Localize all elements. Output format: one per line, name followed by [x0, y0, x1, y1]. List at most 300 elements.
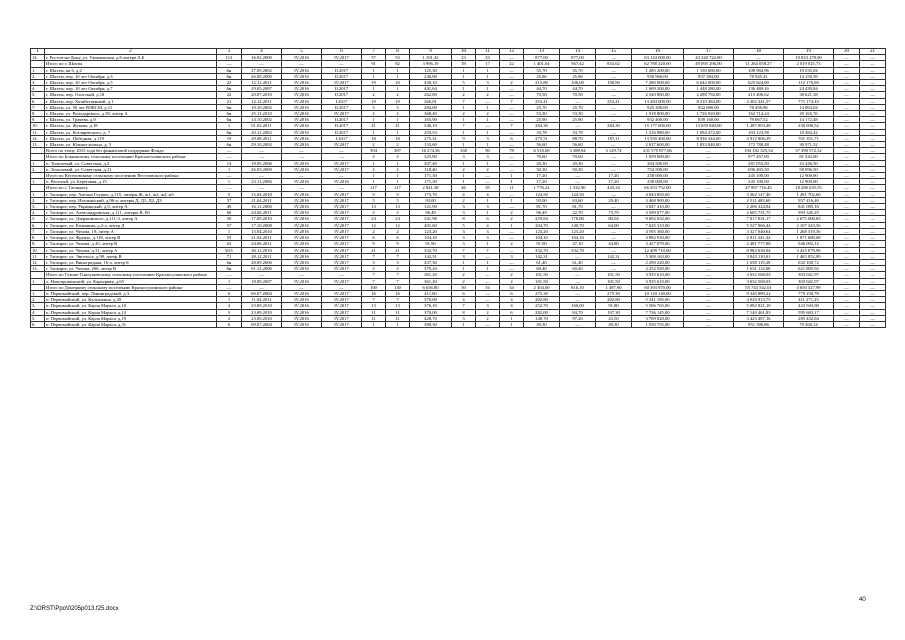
table-cell: — — [860, 204, 886, 210]
column-number: 17 — [684, 49, 734, 55]
table-cell: II.2017 — [322, 104, 362, 110]
table-cell: — — [860, 104, 886, 110]
table-cell: — — [684, 266, 734, 272]
table-cell: — — [684, 210, 734, 216]
table-cell: 1 094 472,00 — [684, 129, 734, 135]
table-cell: IV.2017 — [322, 321, 362, 327]
address-cell: г. Шахты, ул. Котляревского, д. 7 — [45, 129, 217, 135]
table-cell: 3 — [452, 228, 476, 234]
table-cell: — — [834, 179, 860, 185]
table-cell: IV.2016 — [282, 111, 322, 117]
table-cell: 4 — [476, 222, 500, 228]
table-cell: — — [596, 111, 632, 117]
address-cell: г. Шахты, кв 6, д.2 — [45, 67, 217, 73]
table-cell: — — [860, 278, 886, 284]
table-cell: — — [476, 272, 500, 278]
table-cell: 1 — [362, 160, 386, 166]
table-cell: 204,70 — [524, 222, 560, 228]
table-cell: 19 — [386, 98, 410, 104]
address-cell: г. Таганрог, ул. Чехова, д.31, литер А — [45, 247, 217, 253]
table-cell: IV.2017 — [322, 309, 362, 315]
table-cell: — — [596, 235, 632, 241]
table-cell: 2 — [452, 197, 476, 203]
table-cell: 2 290 220,00 — [632, 259, 684, 265]
table-cell: 9 — [386, 241, 410, 247]
table-cell: 1 776,24 — [524, 185, 560, 191]
table-cell: 22 — [217, 92, 242, 98]
table-cell: 2 — [362, 228, 386, 234]
table-cell: 7 — [386, 272, 410, 278]
table-cell: — — [476, 297, 500, 303]
table-cell: 13 — [386, 204, 410, 210]
table-cell: 27.09.2002 — [242, 67, 282, 73]
table-cell: IV.2017 — [322, 235, 362, 241]
table-cell: 1 631 114,08 — [734, 266, 784, 272]
table-cell: 3 — [500, 253, 524, 259]
table-cell: 632 100,72 — [784, 259, 834, 265]
table-cell: 3 468 900,00 — [632, 197, 684, 203]
table-cell: 97,20 — [560, 315, 596, 321]
address-cell: п. Первомайский, ул. Калушкина, д.20 — [45, 297, 217, 303]
table-cell: 17,20 — [524, 179, 560, 185]
table-cell: 60,40 — [524, 266, 560, 272]
table-cell: 1 — [362, 173, 386, 179]
table-cell: 23 446,50 — [784, 160, 834, 166]
column-number: 11 — [476, 49, 500, 55]
table-cell: IV.2017 — [322, 111, 362, 117]
table-cell: 101,50 — [596, 272, 632, 278]
table-cell: 2 037 600,00 — [632, 142, 684, 148]
table-cell: 12.12.2011 — [242, 80, 282, 86]
table-cell: — — [560, 173, 596, 179]
table-cell: 1 268 319,36 — [784, 228, 834, 234]
table-cell: 22 — [217, 80, 242, 86]
table-cell: 4 643 850,00 — [632, 191, 684, 197]
table-cell: 91 — [362, 61, 386, 67]
table-cell: 19 — [362, 80, 386, 86]
table-cell: 1 — [362, 73, 386, 79]
table-cell: IV.2017 — [322, 160, 362, 166]
table-cell: 1 — [362, 67, 386, 73]
table-cell: — — [860, 253, 886, 259]
table-cell: — — [834, 67, 860, 73]
table-cell: 09.07.2004 — [242, 321, 282, 327]
table-cell: 125,30 — [410, 67, 452, 73]
table-cell: IV.2016 — [282, 135, 322, 141]
table-cell: IV.2016 — [282, 179, 322, 185]
table-cell: IV.2016 — [282, 86, 322, 92]
table-cell: 33,78 — [560, 129, 596, 135]
table-cell: 2 — [386, 142, 410, 148]
table-cell: — — [684, 315, 734, 321]
table-cell: 3 — [362, 154, 386, 160]
table-cell: 3. — [31, 204, 45, 210]
table-cell: 3 599 077,00 — [632, 210, 684, 216]
table-cell: 284,30 — [524, 123, 560, 129]
table-cell: — — [500, 235, 524, 241]
table-cell: 833,62 — [596, 61, 632, 67]
table-cell: 1 — [452, 104, 476, 110]
table-cell: 2. — [31, 73, 45, 79]
table-cell: 2 841,38 — [410, 185, 452, 191]
table-cell: 70,58 — [524, 92, 560, 98]
table-cell: 17,20 — [524, 173, 560, 179]
table-cell: — — [596, 104, 632, 110]
table-cell: — — [860, 247, 886, 253]
table-cell: 3 — [452, 315, 476, 321]
table-cell: 123,20 — [524, 228, 560, 234]
table-cell: — — [560, 179, 596, 185]
column-number: 3 — [217, 49, 242, 55]
table-cell: 19 823 278,00 — [784, 55, 834, 61]
table-cell: 252,70 — [524, 303, 560, 309]
table-cell: 696 403,50 — [734, 166, 784, 172]
table-cell: — — [834, 92, 860, 98]
table-cell: 10. — [31, 123, 45, 129]
table-cell: IV.2016 — [282, 266, 322, 272]
table-cell: 8. — [31, 111, 45, 117]
table-cell: 37 390 572,32 — [784, 148, 834, 154]
table-cell: — — [834, 303, 860, 309]
table-cell: — — [834, 290, 860, 296]
table-cell: — — [834, 241, 860, 247]
table-cell: — — [684, 321, 734, 327]
table-cell: 1 — [476, 142, 500, 148]
table-cell: 5. — [31, 216, 45, 222]
column-number: 9 — [410, 49, 452, 55]
table-cell: 171,30 — [410, 173, 452, 179]
table-cell: IV.2016 — [282, 117, 322, 123]
table-cell: 11.04.2011 — [242, 297, 282, 303]
table-cell: 60 — [217, 210, 242, 216]
table-cell: — — [834, 86, 860, 92]
table-cell: 2. — [31, 197, 45, 203]
table-cell: 49 095 296,00 — [684, 61, 734, 67]
table-cell: 3 423 487,16 — [734, 315, 784, 321]
table-cell: 14.10.2002 — [242, 117, 282, 123]
table-cell: 3 882 930,00 — [632, 235, 684, 241]
table-cell: 275,51 — [524, 135, 560, 141]
table-cell: — — [684, 154, 734, 160]
table-cell: 1. — [31, 191, 45, 197]
table-cell: — — [217, 148, 242, 154]
table-cell: 3 — [476, 303, 500, 309]
table-cell: 2 — [500, 278, 524, 284]
table-cell: — — [860, 241, 886, 247]
address-cell: г. Таганрог, ул. Калинина, д.2-а, литер Д — [45, 222, 217, 228]
table-cell: 17,20 — [596, 173, 632, 179]
table-cell: 06.07.2004 — [242, 290, 282, 296]
table-cell: 430,10 — [410, 80, 452, 86]
column-number: 4 — [242, 49, 282, 55]
table-cell: 11 — [362, 315, 386, 321]
table-cell: 1 — [452, 160, 476, 166]
table-cell: 6н — [217, 86, 242, 92]
table-cell: — — [834, 55, 860, 61]
table-cell: 3 — [362, 266, 386, 272]
table-cell: 3 — [386, 259, 410, 265]
table-cell: 1 487,90 — [596, 284, 632, 290]
table-cell: — — [834, 61, 860, 67]
table-cell: 70,58 — [560, 92, 596, 98]
table-cell: 25,70 — [560, 104, 596, 110]
address-cell: г. Таганрог, ул. Александровская, д.111, литеры В, В1 — [45, 210, 217, 216]
table-cell: II.2017 — [322, 73, 362, 79]
table-cell: — — [834, 123, 860, 129]
table-cell: 3 362 147,40 — [734, 191, 784, 197]
table-cell: 341,98 — [410, 216, 452, 222]
table-cell: — — [860, 290, 886, 296]
table-cell: IV.2016 — [322, 179, 362, 185]
table-cell: 2 — [452, 92, 476, 98]
table-cell: 1 — [386, 173, 410, 179]
table-cell: 9 340 889,22 — [734, 290, 784, 296]
table-cell: 78 456,96 — [734, 104, 784, 110]
table-cell: — — [834, 321, 860, 327]
table-cell: 1 150 680,00 — [684, 67, 734, 73]
table-cell: 370,00 — [410, 309, 452, 315]
table-cell: 7 736 145,00 — [632, 309, 684, 315]
table-cell: 7 — [362, 278, 386, 284]
table-cell: 60 393 870,00 — [632, 284, 684, 290]
table-cell: 2 — [476, 111, 500, 117]
table-cell: — — [834, 154, 860, 160]
table-cell: 1 — [476, 104, 500, 110]
table-cell: 332,70 — [560, 247, 596, 253]
table-cell: 7 — [452, 247, 476, 253]
table-cell: — — [860, 210, 886, 216]
table-cell: 50,30 — [560, 166, 596, 172]
table-cell: IV.2016 — [282, 80, 322, 86]
table-cell: 140,70 — [560, 222, 596, 228]
table-cell: — — [860, 303, 886, 309]
table-cell: 8 — [452, 216, 476, 222]
table-cell: 14 063,04 — [784, 104, 834, 110]
table-cell: 4. — [31, 86, 45, 92]
table-cell: 3 996,19 — [410, 61, 452, 67]
table-cell: 11 — [500, 185, 524, 191]
table-cell: 24 — [386, 216, 410, 222]
table-cell: 832 680,00 — [684, 104, 734, 110]
table-cell: — — [684, 204, 734, 210]
table-cell: IV.2017 — [322, 216, 362, 222]
table-cell: 63 144 000,00 — [632, 55, 684, 61]
table-cell: 1 — [217, 166, 242, 172]
table-cell: IV.2016 — [282, 197, 322, 203]
table-cell: 6 — [476, 216, 500, 222]
table-cell: — — [860, 98, 886, 104]
table-cell: — — [596, 160, 632, 166]
table-cell: — — [860, 129, 886, 135]
table-cell: 168 — [452, 148, 476, 154]
table-cell: 2 — [362, 92, 386, 98]
table-cell: — — [560, 98, 596, 104]
table-cell: 3. — [31, 80, 45, 86]
table-cell: 3 — [362, 259, 386, 265]
table-cell: — — [560, 297, 596, 303]
table-cell: 28.09.2006 — [242, 259, 282, 265]
table-cell: 4 595 360,00 — [632, 228, 684, 234]
table-cell: 284,30 — [596, 123, 632, 129]
table-cell: 2 481 777,88 — [734, 241, 784, 247]
table-cell: 332,70 — [524, 247, 560, 253]
table-cell: — — [596, 166, 632, 172]
table-cell: 101,50 — [524, 278, 560, 284]
table-cell: 30.11.2010 — [242, 247, 282, 253]
table-cell: 14. — [31, 55, 45, 61]
table-cell: 2 — [452, 166, 476, 172]
address-cell: п. Тополевый, ул. Советская, д.2 — [45, 160, 217, 166]
table-cell: 47 967 716,45 — [734, 185, 784, 191]
table-cell: — — [684, 228, 734, 234]
table-cell: — — [684, 284, 734, 290]
table-cell: 1 — [476, 129, 500, 135]
table-cell: 7 — [476, 247, 500, 253]
table-cell: 9 692 032,00 — [632, 216, 684, 222]
table-cell: 1. — [31, 290, 45, 296]
table-cell: 96,49 — [410, 210, 452, 216]
table-cell: 58 096,50 — [784, 166, 834, 172]
table-cell: 8 936 344,00 — [684, 135, 734, 141]
address-cell: г. Шахты, ул. Победная, д.119 — [45, 135, 217, 141]
table-cell: — — [217, 272, 242, 278]
table-cell: 443,34 — [596, 185, 632, 191]
table-cell: — — [322, 148, 362, 154]
table-cell: 2 — [362, 142, 386, 148]
table-cell: IV.2017 — [322, 55, 362, 61]
table-cell: 1 — [386, 160, 410, 166]
table-cell: 35,70 — [524, 67, 560, 73]
table-cell: 61,40 — [560, 259, 596, 265]
table-cell: 2 — [500, 241, 524, 247]
table-cell: — — [282, 272, 322, 278]
table-cell: 14 — [217, 160, 242, 166]
table-cell: — — [560, 321, 596, 327]
table-cell: 56,60 — [560, 142, 596, 148]
table-cell: 2 — [500, 216, 524, 222]
table-cell: — — [500, 259, 524, 265]
table-cell: 33,78 — [524, 129, 560, 135]
table-cell: 595 683,17 — [784, 309, 834, 315]
table-cell: 379,20 — [410, 266, 452, 272]
table-cell: 187,11 — [596, 135, 632, 141]
table-cell: 1 — [476, 210, 500, 216]
table-cell: 6н — [217, 104, 242, 110]
table-cell: 73,79 — [596, 210, 632, 216]
table-cell: 1 — [500, 321, 524, 327]
table-cell: IV.2017 — [322, 247, 362, 253]
table-cell: 303 041,97 — [784, 272, 834, 278]
table-cell: 6 — [362, 235, 386, 241]
table-cell: — — [322, 154, 362, 160]
table-cell: 123,20 — [560, 228, 596, 234]
address-cell: п. Веселый, ул. Береговая, д.15 — [45, 179, 217, 185]
table-cell: 2 — [386, 228, 410, 234]
table-cell: 1 — [217, 228, 242, 234]
table-cell: 1 — [476, 160, 500, 166]
address-cell: г. Шахты, пер. Охотский, д.18 — [45, 92, 217, 98]
table-cell: — — [500, 166, 524, 172]
table-cell: 104,10 — [560, 235, 596, 241]
table-cell: 16.11.2000 — [242, 204, 282, 210]
table-cell: 81 543,00 — [784, 154, 834, 160]
address-cell: г. Шахты, пер. 10 лет Октября, д.7 — [45, 86, 217, 92]
table-cell: 3 — [476, 204, 500, 210]
table-cell: — — [834, 111, 860, 117]
table-cell: 7 — [500, 123, 524, 129]
table-cell: 197,30 — [596, 309, 632, 315]
table-cell: — — [242, 272, 282, 278]
table-cell: 01.12.2006 — [242, 266, 282, 272]
table-cell: IV.2017 — [322, 266, 362, 272]
table-cell: 816,10 — [560, 284, 596, 290]
table-cell: 8 210 484,00 — [684, 98, 734, 104]
registry-table-container — [30, 48, 875, 328]
table-cell: 96,49 — [524, 210, 560, 216]
table-cell: 35 — [476, 185, 500, 191]
table-cell: 6н — [217, 266, 242, 272]
table-cell: — — [242, 61, 282, 67]
table-cell: 93,00 — [524, 197, 560, 203]
table-cell: 78 945,41 — [734, 73, 784, 79]
table-cell: IV.2017 — [322, 80, 362, 86]
table-cell: 1 — [500, 179, 524, 185]
table-cell: 4 — [500, 303, 524, 309]
table-cell: 6н — [217, 111, 242, 117]
table-cell: 3 709 020,00 — [632, 315, 684, 321]
table-cell: 3. — [31, 303, 45, 309]
table-cell: — — [860, 266, 886, 272]
table-cell: II.2017 — [322, 92, 362, 98]
table-cell: 877,00 — [524, 55, 560, 61]
table-cell: 1 — [500, 315, 524, 321]
table-cell: 376,00 — [410, 297, 452, 303]
table-cell: 194 182 325,54 — [734, 148, 784, 154]
table-cell: 259,53 — [410, 129, 452, 135]
table-cell: — — [834, 266, 860, 272]
table-cell: 2 252 920,00 — [632, 266, 684, 272]
table-cell: 5 — [362, 197, 386, 203]
table-cell: 108,80 — [596, 80, 632, 86]
table-cell: — — [834, 142, 860, 148]
table-cell: 162 714,24 — [734, 111, 784, 117]
table-cell: 1 — [452, 129, 476, 135]
table-cell: — — [734, 55, 784, 61]
table-cell: 11. — [31, 129, 45, 135]
address-cell: Итого по г. Таганрогу — [45, 185, 217, 191]
table-cell: IV.2016 — [282, 73, 322, 79]
table-cell: 3 — [362, 210, 386, 216]
address-cell: Итого по Веселовскому сельскому поселению Веселовского района — [45, 173, 217, 179]
table-cell: IV.2017 — [322, 278, 362, 284]
table-cell: — — [834, 228, 860, 234]
table-cell: — — [476, 290, 500, 296]
table-cell: 3 — [476, 135, 500, 141]
table-cell: IV.2016 — [282, 290, 322, 296]
table-cell: 401,60 — [410, 222, 452, 228]
table-cell: 2. — [31, 297, 45, 303]
table-cell: 7 — [362, 272, 386, 278]
table-cell: 6н — [217, 67, 242, 73]
table-cell: 930 960,00 — [632, 73, 684, 79]
table-cell: — — [684, 253, 734, 259]
table-cell: 2 107 343,56 — [784, 222, 834, 228]
table-cell: 3 — [452, 210, 476, 216]
table-cell: 1 — [386, 67, 410, 73]
table-cell: — — [860, 148, 886, 154]
table-cell: — — [596, 117, 632, 123]
table-cell: — — [860, 61, 886, 67]
